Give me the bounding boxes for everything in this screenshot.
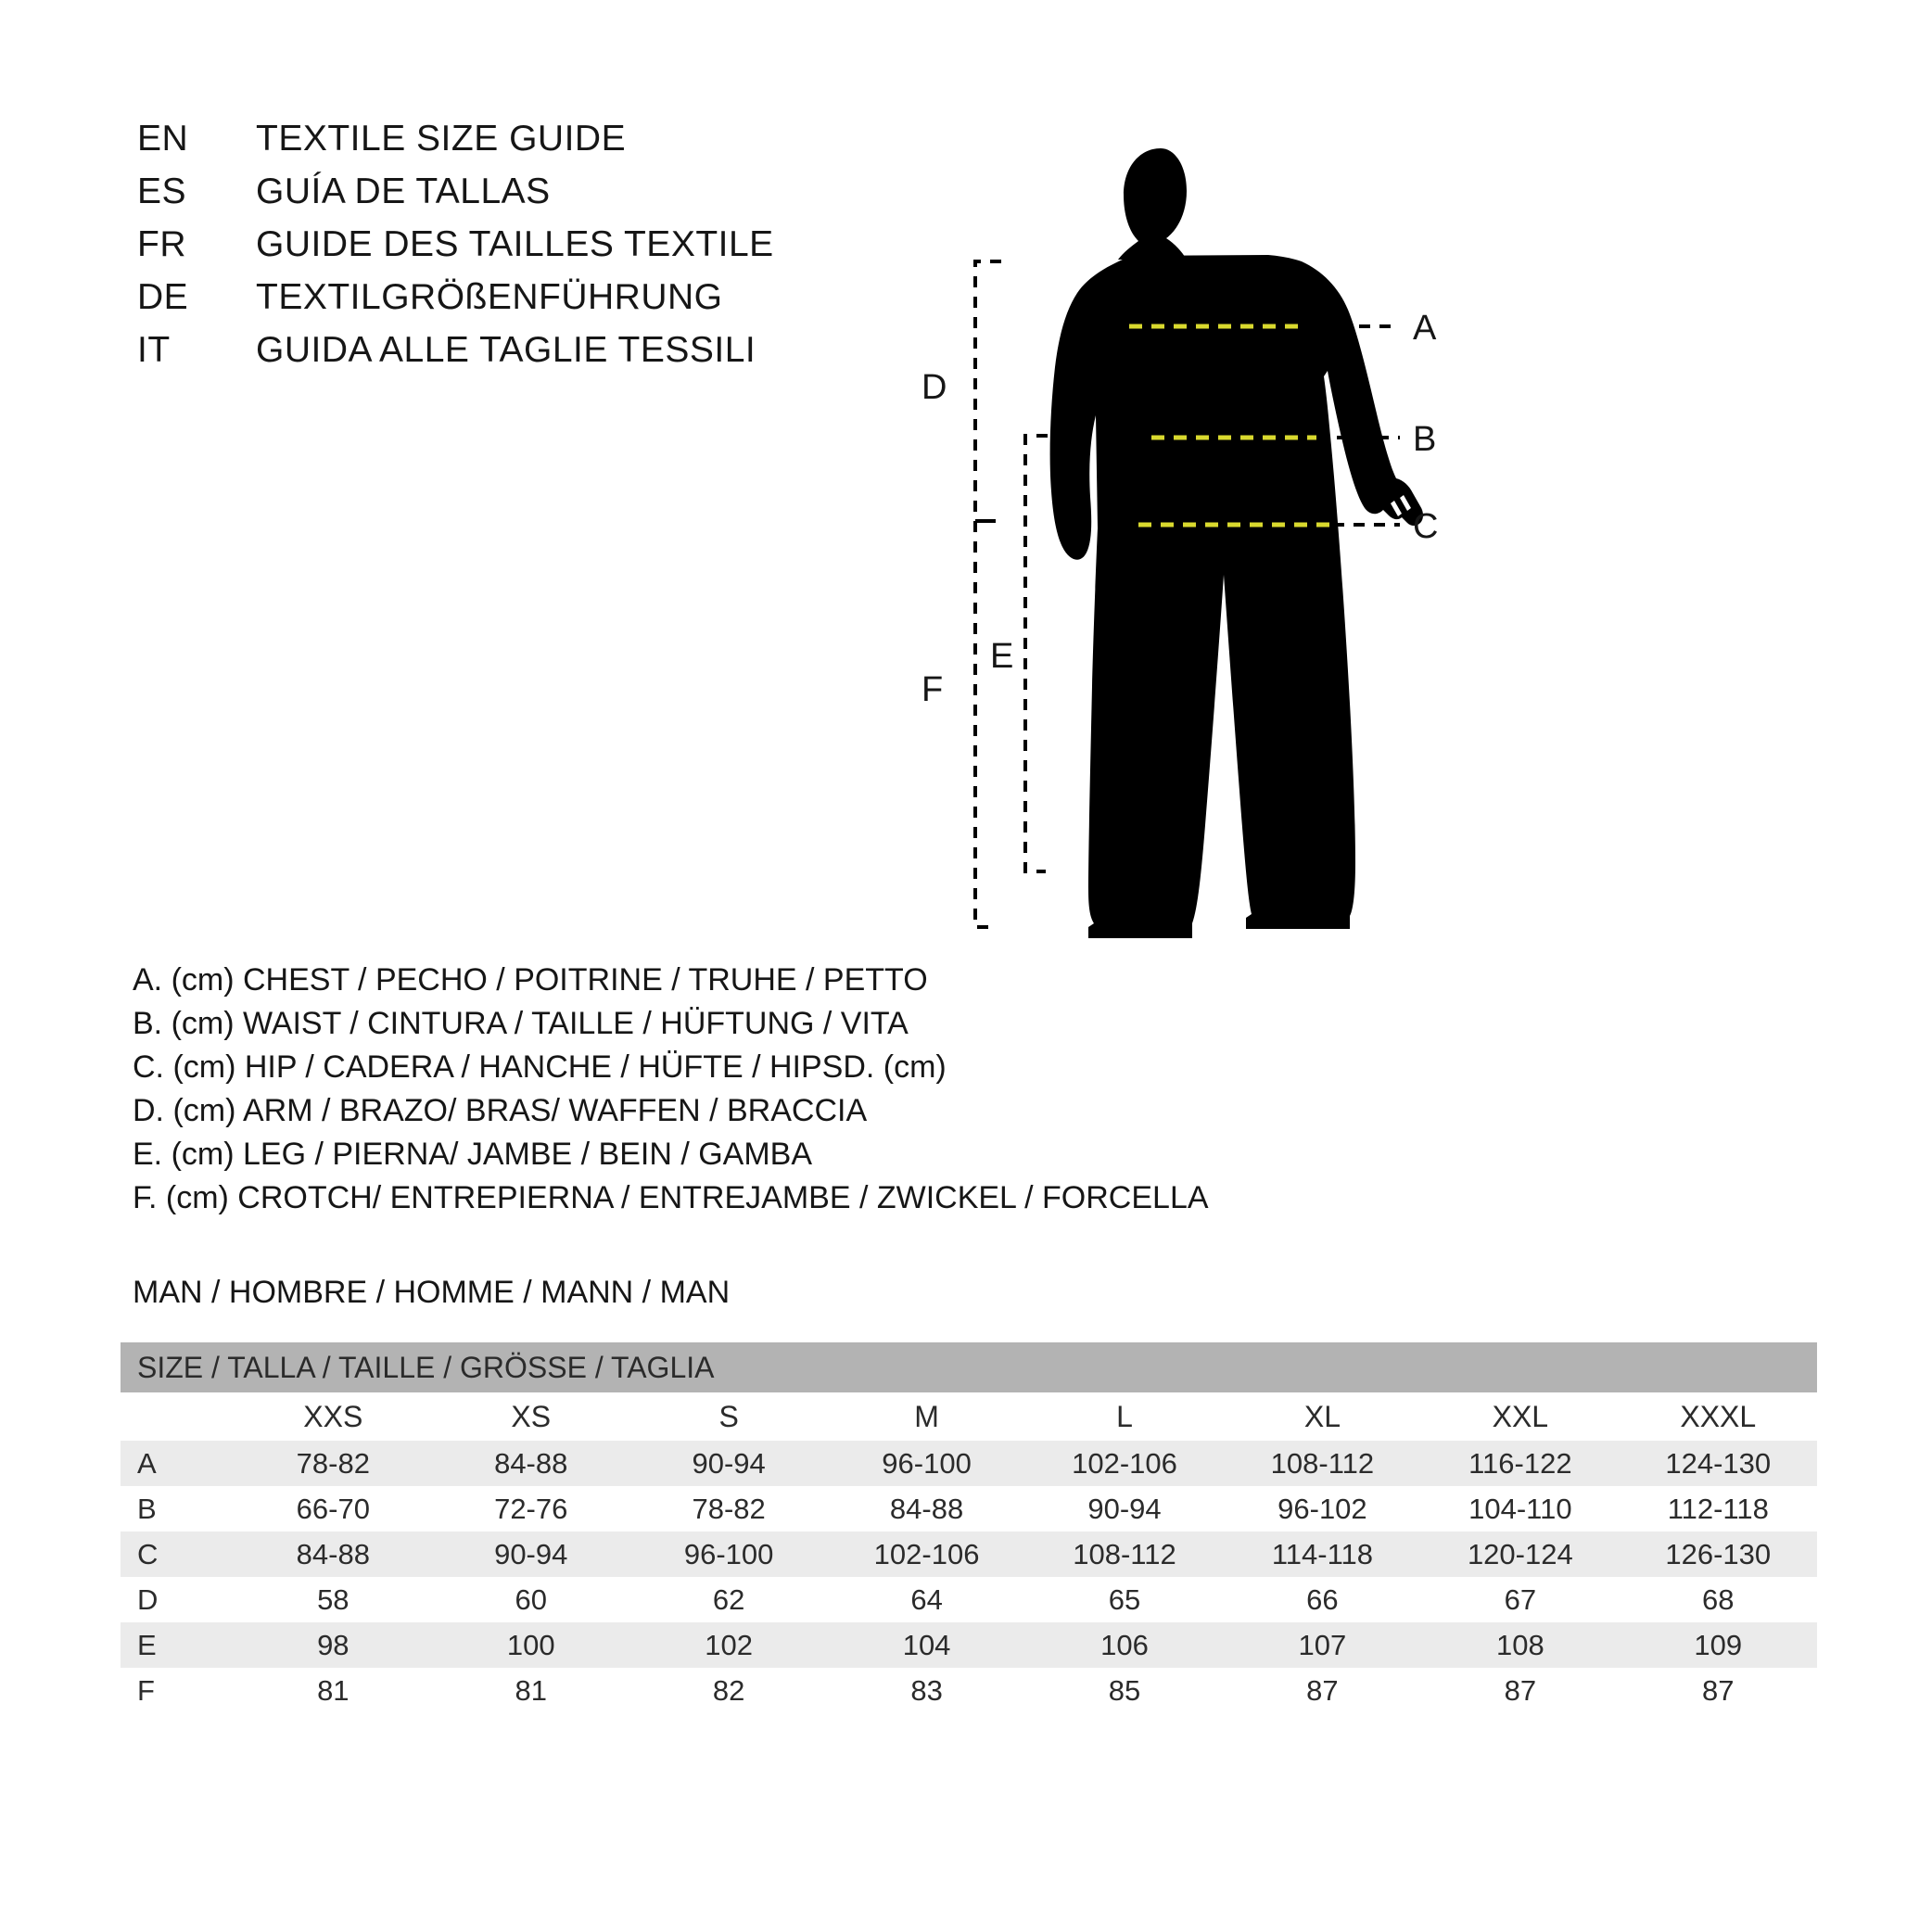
gender-label: MAN / HOMBRE / HOMME / MANN / MAN [133,1275,731,1310]
title-row-it [137,330,972,383]
cell-c-xl: 114-118 [1224,1532,1421,1577]
cell-e-xxxl: 109 [1620,1622,1817,1668]
cell-d-xxs: 58 [235,1577,432,1622]
cell-c-xxs: 84-88 [235,1532,432,1577]
cell-e-xxs: 98 [235,1622,432,1668]
table-corner-cell [121,1392,235,1441]
cell-f-xxs: 81 [235,1668,432,1713]
marker-label-f: F [922,670,944,709]
cell-f-xxl: 87 [1421,1668,1619,1713]
col-header-xxl: XXL [1421,1392,1619,1441]
cell-c-l: 108-112 [1025,1532,1223,1577]
cell-d-xs: 60 [432,1577,629,1622]
title-block [137,119,972,383]
table-columns-row [121,1392,1817,1441]
cell-d-s: 62 [629,1577,827,1622]
col-header-l: L [1025,1392,1223,1441]
cell-c-xs: 90-94 [432,1532,629,1577]
cell-e-xl: 107 [1224,1622,1421,1668]
cell-e-l: 106 [1025,1622,1223,1668]
crotch-dimension-bracket [975,521,998,927]
man-silhouette-icon [1050,148,1423,938]
cell-a-xxxl: 124-130 [1620,1441,1817,1486]
title-row-de [137,277,972,330]
title-lang-es: ES [137,172,187,211]
row-label-c: C [121,1532,235,1577]
size-table [121,1342,1817,1713]
cell-e-m: 104 [828,1622,1025,1668]
cell-a-m: 96-100 [828,1441,1025,1486]
cell-a-xxs: 78-82 [235,1441,432,1486]
col-header-xs: XS [432,1392,629,1441]
col-header-s: S [629,1392,827,1441]
cell-c-m: 102-106 [828,1532,1025,1577]
cell-f-xl: 87 [1224,1668,1421,1713]
legend-item-b: B. (cm) WAIST / CINTURA / TAILLE / HÜFTUNG / VITA [133,1006,909,1041]
cell-a-xxl: 116-122 [1421,1441,1619,1486]
cell-d-xxxl: 68 [1620,1577,1817,1622]
row-label-b: B [121,1486,235,1532]
title-text-it: GUIDA ALLE TAGLIE TESSILI [256,330,756,370]
cell-c-xxl: 120-124 [1421,1532,1619,1577]
cell-d-xl: 66 [1224,1577,1421,1622]
cell-f-s: 82 [629,1668,827,1713]
cell-b-xxs: 66-70 [235,1486,432,1532]
cell-d-l: 65 [1025,1577,1223,1622]
cell-c-s: 96-100 [629,1532,827,1577]
cell-b-m: 84-88 [828,1486,1025,1532]
table-header-row [121,1342,1817,1392]
cell-f-m: 83 [828,1668,1025,1713]
legend-item-d: D. (cm) ARM / BRAZO/ BRAS/ WAFFEN / BRACCIA [133,1093,868,1128]
cell-a-l: 102-106 [1025,1441,1223,1486]
cell-d-xxl: 67 [1421,1577,1619,1622]
row-label-d: D [121,1577,235,1622]
legend-item-c: C. (cm) HIP / CADERA / HANCHE / HÜFTE / HIPSD. (cm) [133,1049,947,1085]
title-row-fr [137,224,972,277]
cell-a-xl: 108-112 [1224,1441,1421,1486]
title-lang-it: IT [137,330,171,370]
cell-b-xl: 96-102 [1224,1486,1421,1532]
title-text-de: TEXTILGRÖßENFÜHRUNG [256,277,723,317]
cell-e-xs: 100 [432,1622,629,1668]
marker-label-a: A [1413,309,1437,348]
table-row [121,1441,1817,1486]
marker-label-b: B [1413,420,1437,459]
cell-b-xxl: 104-110 [1421,1486,1619,1532]
cell-f-xs: 81 [432,1668,629,1713]
cell-e-xxl: 108 [1421,1622,1619,1668]
leg-dimension-bracket [1025,436,1048,871]
row-label-e: E [121,1622,235,1668]
title-text-es: GUÍA DE TALLAS [256,172,551,211]
row-label-f: F [121,1668,235,1713]
cell-d-m: 64 [828,1577,1025,1622]
cell-f-l: 85 [1025,1668,1223,1713]
cell-c-xxxl: 126-130 [1620,1532,1817,1577]
title-row-en [137,119,972,172]
col-header-xxs: XXS [235,1392,432,1441]
marker-label-d: D [922,368,947,407]
arm-dimension-bracket [975,261,1001,521]
cell-a-s: 90-94 [629,1441,827,1486]
col-header-xxxl: XXXL [1620,1392,1817,1441]
cell-f-xxxl: 87 [1620,1668,1817,1713]
col-header-m: M [828,1392,1025,1441]
cell-a-xs: 84-88 [432,1441,629,1486]
silhouette-diagram [922,93,1854,1205]
table-row [121,1668,1817,1713]
table-row [121,1577,1817,1622]
cell-b-s: 78-82 [629,1486,827,1532]
table-row [121,1622,1817,1668]
col-header-xl: XL [1224,1392,1421,1441]
marker-label-c: C [1413,507,1439,546]
marker-label-e: E [990,637,1014,676]
row-label-a: A [121,1441,235,1486]
title-lang-fr: FR [137,224,186,264]
title-lang-en: EN [137,119,189,159]
cell-e-s: 102 [629,1622,827,1668]
table-row [121,1532,1817,1577]
cell-b-l: 90-94 [1025,1486,1223,1532]
legend-item-a: A. (cm) CHEST / PECHO / POITRINE / TRUHE / PETTO [133,962,928,998]
table-row [121,1486,1817,1532]
title-row-es [137,172,972,224]
legend-item-e: E. (cm) LEG / PIERNA/ JAMBE / BEIN / GAMBA [133,1137,813,1172]
title-text-en: TEXTILE SIZE GUIDE [256,119,627,159]
title-text-fr: GUIDE DES TAILLES TEXTILE [256,224,774,264]
cell-b-xs: 72-76 [432,1486,629,1532]
title-lang-de: DE [137,277,189,317]
cell-b-xxxl: 112-118 [1620,1486,1817,1532]
table-header-label: SIZE / TALLA / TAILLE / GRÖSSE / TAGLIA [121,1342,1817,1392]
legend-item-f: F. (cm) CROTCH/ ENTREPIERNA / ENTREJAMBE / ZWICKEL / FORCELLA [133,1180,1209,1215]
